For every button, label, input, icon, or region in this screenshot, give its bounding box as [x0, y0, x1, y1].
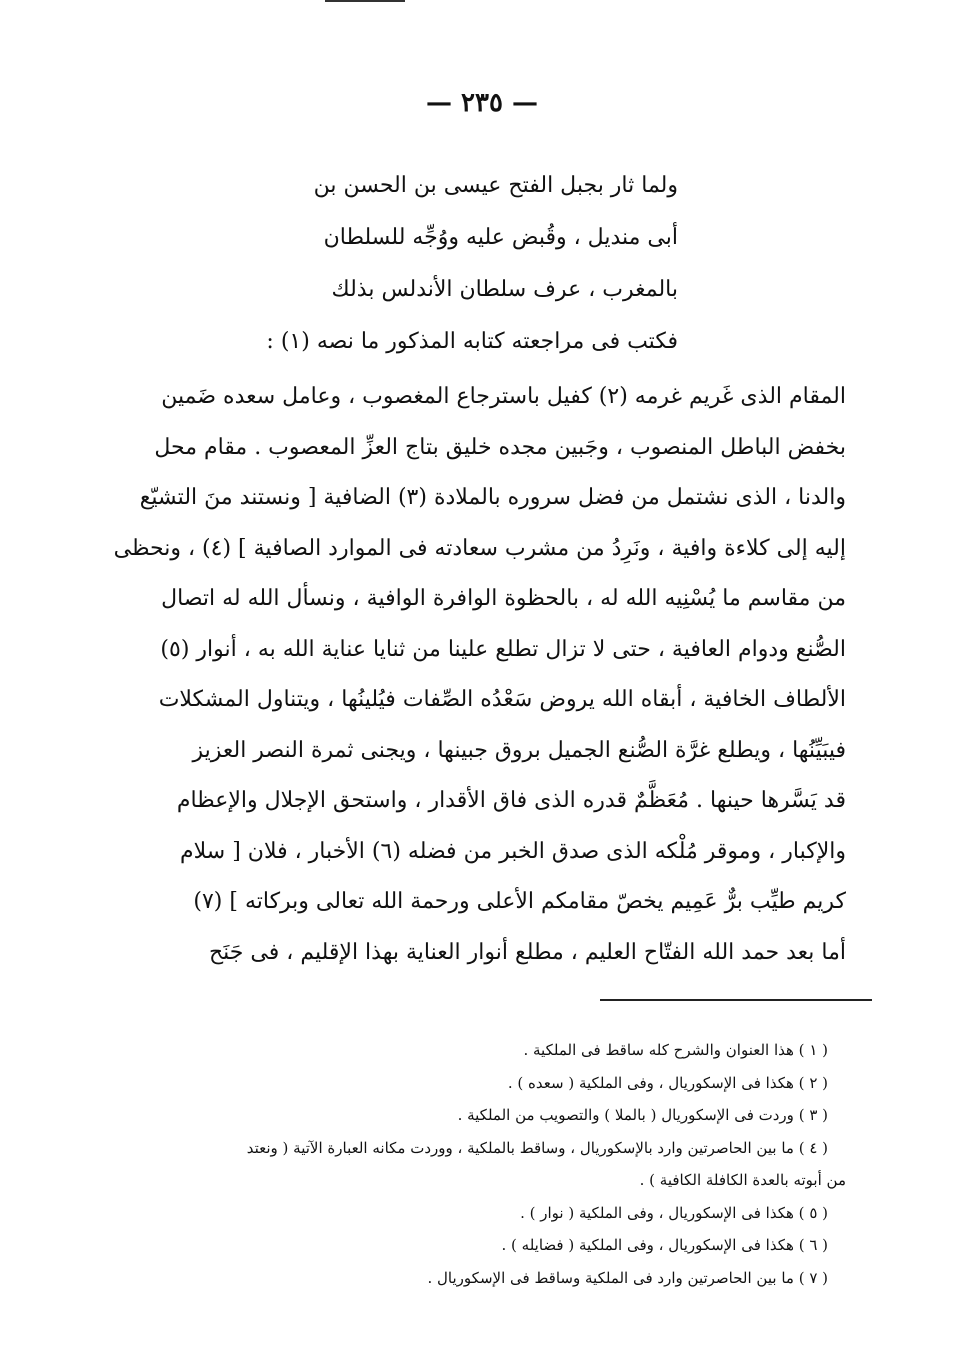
- body-line: فيبَيِّنُها ، ويطلع غرَّة الصُّنع الجميل بروق جبينها ، ويجنى ثمرة النصر العزيز: [192, 737, 846, 763]
- footnote: ( ٤ ) ما بين الحاصرتين وارد بالإسكوريال ، وساقط بالملكية ، ووردت مكانه العبارة الآتية ( ونعتد: [246, 1138, 828, 1157]
- footnote-divider: [600, 999, 872, 1001]
- intro-line: فكتب فى مراجعته كتابه المذكور ما نصه (١) :: [266, 329, 678, 354]
- footnote-continuation: من أبوته بالعدة الكافلة الكافية ) .: [639, 1171, 846, 1189]
- body-line: المقام الذى غَريم غرمه (٢) كفيل باسترجاع المغصوب ، وعامل سعده ضَمين: [161, 384, 846, 409]
- intro-paragraph: [258, 160, 678, 368]
- footnote: ( ٥ ) هكذا فى الإسكوريال ، وفى الملكية ( نوار ) .: [520, 1203, 828, 1222]
- body-line: قد يَسَّرها حينها . مُعَظَّمٌ قدره الذى فاق الأقدار ، واستحق الإجلال والإعظام: [176, 788, 846, 813]
- body-line: الألطاف الخافية ، أبقاه الله يروض سَعْدُه الصِّفات فيُلينُها ، ويتناول المشكلات: [158, 687, 846, 712]
- footnote: ( ٣ ) وردت فى الإسكوريال ( بالملا ) والتصويب من الملكية .: [457, 1106, 828, 1124]
- top-edge-mark: [325, 0, 405, 8]
- footnote: ( ٦ ) هكذا فى الإسكوريال ، وفى الملكية ( فضايله ) .: [501, 1236, 828, 1254]
- body-line: بخفض الباطل المنصوب ، وجَبين مجده خليق بتاج العزِّ المعصوب . مقام محل: [154, 434, 846, 460]
- intro-line: بالمغرب ، عرف سلطان الأندلس بذلك: [331, 277, 678, 302]
- body-line: والدنا ، الذى نشتمل من فضل سروره بالملادة (٣) الضافية [ ونستند منَ التشيّع: [139, 485, 846, 510]
- page-number: — ٢٣٥ —: [425, 88, 539, 118]
- footnote: ( ٢ ) هكذا فى الإسكوريال ، وفى الملكية ( سعده ) .: [507, 1073, 828, 1092]
- footnote: ( ١ ) هذا العنوان والشرح كله ساقط فى الملكية .: [523, 1041, 828, 1059]
- body-line: الصُّنع ودوام العافية ، حتى لا تزال تطلع علينا من ثنايا عناية الله به ، أنوار (٥): [160, 636, 846, 662]
- body-line: من مقاسم ما يُسْنِيه الله له ، بالحظوة الوافرة الوافية ، ونسأل الله له اتصال: [161, 586, 846, 611]
- footnote: ( ٧ ) ما بين الحاصرتين وارد فى الملكية وساقط فى الإسكوريال .: [427, 1268, 828, 1287]
- body-line: والإكبار ، وموقر مُلْكه الذى صدق الخبر من فضله (٦) الأخبار ، فلان [ سلام: [180, 838, 846, 864]
- body-line: كريم طيِّب برٌّ عَمِيم يخصّ مقامكم الأعلى ورحمة الله تعالى وبركاته ] (٧): [193, 889, 846, 914]
- letter-body: [113, 372, 846, 928]
- body-line: إليه إلى كلاءة وافية ، ونَرِدُ من مشرب سعادته فى الموارد الصافية ] (٤) ، ونحظى: [113, 535, 846, 561]
- intro-line: ولما ثار بجبل الفتح عيسى بن الحسن بن: [313, 173, 678, 198]
- footnotes: [118, 1034, 846, 1294]
- intro-line: أبى منديل ، وقُبض عليه ووُجِّه للسلطان: [323, 225, 678, 250]
- closing-line: أما بعد حمد الله الفتّاح العليم ، مطلع أنوار العناية بهذا الإقليم ، فى جَنَح: [208, 940, 846, 965]
